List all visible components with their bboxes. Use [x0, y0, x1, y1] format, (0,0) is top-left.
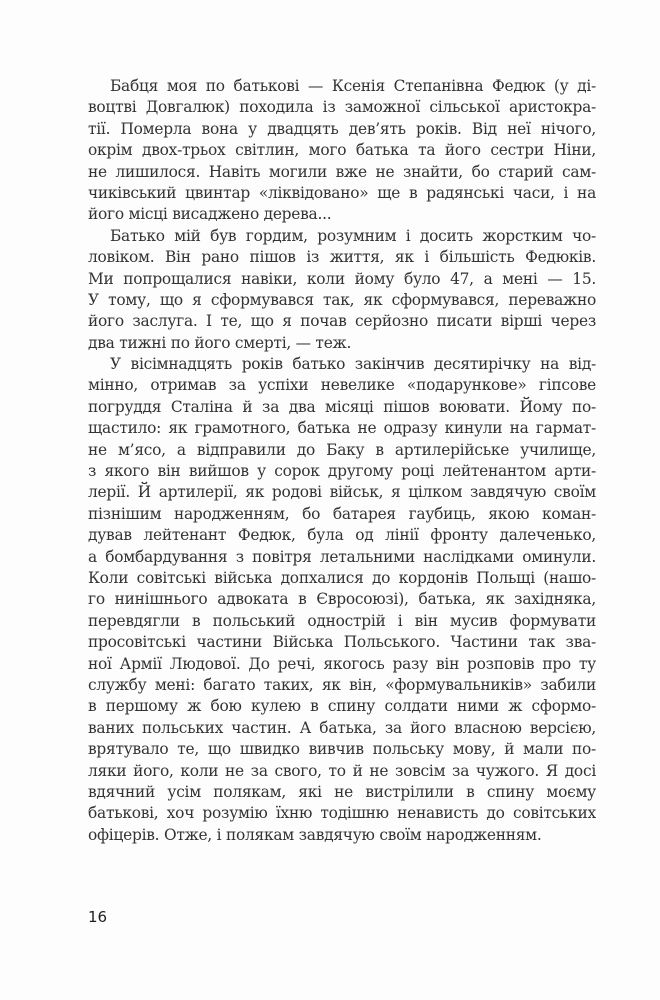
text-line: окрім двох-трьох світлин, мого батька та його сестри Ніни,: [88, 141, 596, 160]
page-number: 16: [88, 908, 108, 926]
text-line: У вісімнадцять років батько закінчив десятирічку на від-: [110, 355, 596, 374]
text-line: не м’ясо, а відправили до Баку в артилерійське училище,: [88, 440, 596, 459]
text-line: Батько мій був гордим, розумним і досить жорстким чо-: [110, 226, 596, 245]
text-line: дував лейтенант Федюк, була од лінії фронту далеченько,: [88, 526, 596, 545]
text-line: У тому, що я сформувався так, як сформувався, переважно: [88, 290, 596, 309]
text-line: офіцерів. Отже, і полякам завдячую своїм народженням.: [88, 825, 542, 844]
text-line: в першому ж бою кулею в спину солдати ними ж сформо-: [88, 697, 596, 716]
text-line: не лишилося. Навіть могили вже не знайти, бо старий сам-: [88, 162, 596, 181]
paragraph-3: [88, 354, 596, 846]
text-line: тії. Померла вона у двадцять дев’ять років. Від неї нічого,: [88, 119, 596, 138]
text-line: ної Армії Людової. До речі, якогось разу він розповів про ту: [88, 654, 596, 673]
text-line: воцтві Довгалюк) походила із заможної сільської аристокра-: [88, 98, 596, 117]
text-line: два тижні по його смерті, — теж.: [88, 333, 352, 352]
text-line: Бабця моя по батькові — Ксенія Степанівна Федюк (у ді-: [110, 77, 596, 95]
text-line: службу мені: багато таких, як він, «формувальників» забили: [88, 675, 596, 694]
text-line: з якого він вийшов у сорок другому році лейтенантом арти-: [88, 462, 596, 481]
page-body: [88, 76, 596, 846]
text-line: а бомбардування з повітря летальними наслідками оминули.: [88, 547, 596, 566]
text-line: погруддя Сталіна й за два місяці пішов воювати. Йому по-: [88, 397, 596, 416]
text-line: перевдягли в польський однострій і він мусив формувати: [88, 611, 596, 630]
text-line: його заслуга. І те, що я почав серйозно писати вірші через: [88, 312, 596, 331]
text-line: Коли совітські війська допхалися до кордонів Польщі (нашо-: [88, 568, 596, 587]
paragraph-1: [88, 76, 596, 226]
text-line: його місці висаджено дерева...: [88, 205, 332, 224]
text-line: врятувало те, що швидко вивчив польську мову, й мали по-: [88, 740, 596, 759]
text-line: мінно, отримав за успіхи невелике «подарункове» гіпсове: [88, 376, 596, 395]
text-line: ловіком. Він рано пішов із життя, як і більшість Федюків.: [88, 248, 596, 267]
text-line: го нинішнього адвоката в Євросоюзі), батька, як західняка,: [88, 590, 596, 609]
text-line: батькові, хоч розумію їхню тодішню ненависть до совітських: [88, 804, 596, 823]
text-line: чиківський цвинтар «ліквідовано» ще в радянські часи, і на: [88, 183, 596, 202]
text-line: щастило: як грамотного, батька не одразу кинули на гармат-: [88, 419, 596, 438]
text-line: ваних польських частин. А батька, за його власною версією,: [88, 718, 596, 737]
text-line: просовітські частини Війська Польського. Частини так зва-: [88, 633, 596, 652]
text-line: лерії. Й артилерії, як родові військ, я цілком завдячую своїм: [88, 483, 596, 502]
text-line: вдячний усім полякам, які не вистрілили в спину моєму: [88, 782, 596, 801]
text-line: пізнішим народженням, бо батарея гаубиць, якою коман-: [88, 504, 596, 523]
text-line: ляки його, коли не за свого, то й не зовсім за чужого. Я досі: [88, 761, 596, 780]
paragraph-2: [88, 226, 596, 354]
text-line: Ми попрощалися навіки, коли йому було 47, а мені — 15.: [88, 269, 596, 288]
